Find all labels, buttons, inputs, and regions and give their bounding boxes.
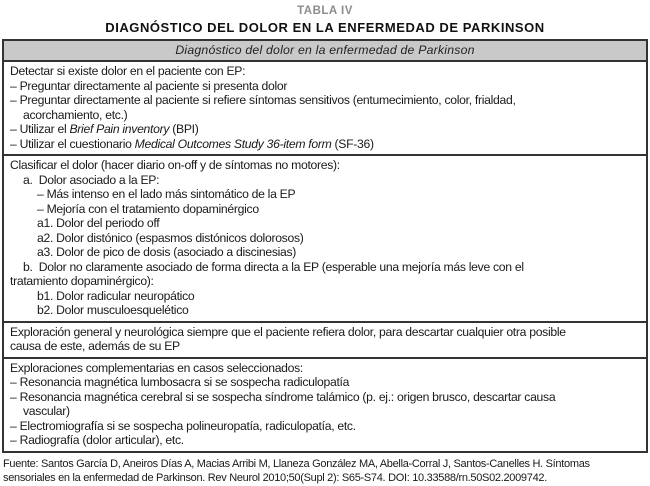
table-line — [10, 390, 640, 405]
text-segment: b. Dolor no claramente asociado de forma directa a la EP (esperable una mejoría más leve con el — [23, 259, 524, 274]
table-line — [10, 361, 640, 376]
table-line — [10, 122, 640, 137]
text-segment: Detectar si existe dolor en el paciente con EP: — [10, 64, 246, 78]
text-segment: a3. Dolor de pico de dosis (asociado a discinesias) — [37, 245, 297, 259]
table-line — [10, 433, 640, 448]
table-line — [37, 231, 640, 246]
text-segment: – Electromiografía si se sospecha polineuropatía, radiculopatía, etc. — [10, 418, 356, 433]
text-segment: a. Dolor asociado a la EP: — [23, 172, 160, 187]
table-line — [23, 404, 640, 419]
table-row — [4, 62, 646, 154]
source-line: Fuente: Santos García D, Aneiros Días A, Macias Arribi M, Llaneza González MA, Abella-Corral J, Santos-Canelles H. Síntomas — [3, 457, 590, 470]
table-line — [37, 303, 640, 318]
table-line — [10, 93, 640, 108]
text-segment: Clasificar el dolor (hacer diario on-off y de síntomas no motores): — [10, 158, 340, 172]
table-header-bar: Diagnóstico del dolor en la enfermedad de Parkinson — [4, 41, 646, 62]
table-row — [4, 357, 646, 451]
text-segment: – Resonancia magnética cerebral si se sospecha síndrome talámico (p. ej.: origen brusco, descartar causa — [10, 389, 556, 404]
table-line — [37, 289, 640, 304]
text-segment: acorchamiento, etc.) — [23, 107, 128, 122]
text-segment: – Preguntar directamente al paciente si refiere síntomas sensitivos (entumecimiento, color, frialdad, — [10, 93, 516, 107]
text-segment: – Preguntar directamente al paciente si presenta dolor — [10, 78, 288, 93]
text-segment: (SF-36) — [331, 136, 374, 151]
table-line — [10, 325, 640, 340]
text-segment: Exploraciones complementarias en casos seleccionados: — [10, 360, 304, 375]
table-line — [37, 187, 640, 202]
table-line — [10, 79, 640, 94]
table-line — [10, 158, 640, 173]
table-line — [10, 64, 640, 79]
text-segment: a1. Dolor del periodo off — [37, 216, 160, 230]
text-segment: (BPI) — [169, 122, 199, 136]
table-line — [10, 274, 640, 289]
table-line — [10, 375, 640, 390]
table-line — [37, 216, 640, 231]
table-line — [37, 245, 640, 260]
text-segment: – Más intenso en el lado más sintomático de la EP — [37, 187, 296, 201]
table-line — [10, 339, 640, 354]
table-number-kicker: TABLA IV — [297, 5, 353, 17]
table-title: DIAGNÓSTICO DEL DOLOR EN LA ENFERMEDAD DE PARKINSON — [105, 20, 545, 35]
text-segment: a2. Dolor distónico (espasmos distónicos dolorosos) — [37, 230, 304, 245]
text-segment: – Utilizar el cuestionario — [10, 136, 135, 151]
source-line: sensoriales en la enfermedad de Parkinson. Rev Neurol 2010;50(Supl 2): S65-S74. DOI: 10.33588/rn.50S02.2009742. — [3, 472, 547, 484]
table-line — [23, 173, 640, 188]
source-note-lines — [3, 457, 647, 486]
text-segment: Exploración general y neurológica siempre que el paciente refiera dolor, para descartar cualquier otra posible — [10, 324, 566, 339]
table-line — [23, 108, 640, 123]
table-row — [4, 154, 646, 321]
table-line — [10, 419, 640, 434]
text-segment: b2. Dolor musculoesquelético — [37, 303, 189, 317]
text-segment: – Utilizar el — [10, 122, 70, 136]
text-segment: – Radiografía (dolor articular), etc. — [10, 433, 184, 447]
text-segment: vascular) — [23, 404, 70, 418]
text-segment: tratamiento dopaminérgico): — [10, 274, 154, 288]
source-note — [3, 457, 647, 486]
italic-term: Brief Pain inventory — [69, 122, 170, 136]
table-line — [10, 137, 640, 152]
text-segment: causa de este, además de su EP — [10, 339, 180, 353]
table-line — [37, 202, 640, 217]
italic-term: Medical Outcomes Study 36-item form — [134, 136, 332, 151]
table-row — [4, 321, 646, 357]
text-segment: – Mejoría con el tratamiento dopaminérgico — [37, 201, 259, 216]
table-body — [4, 62, 646, 451]
diagnosis-table — [2, 39, 648, 453]
table-line — [23, 260, 640, 275]
text-segment: b1. Dolor radicular neuropático — [37, 288, 195, 303]
text-segment: – Resonancia magnética lumbosacra si se sospecha radiculopatía — [10, 375, 350, 389]
